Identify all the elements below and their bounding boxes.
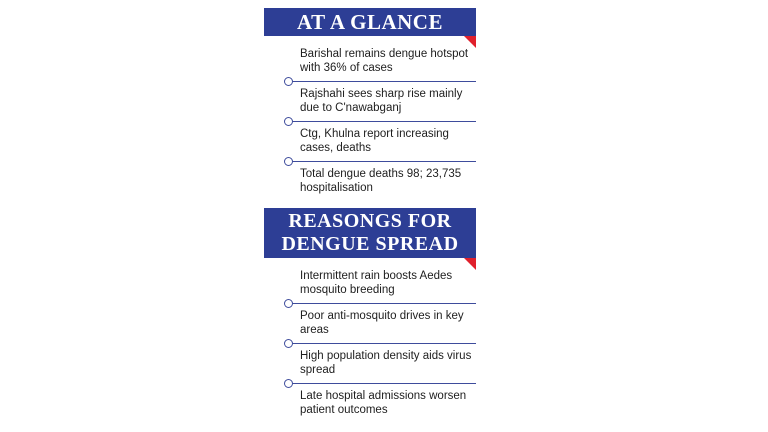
list-item-text: Rajshahi sees sharp rise mainly due to C'nawabganj	[300, 88, 463, 114]
at-a-glance-title: AT A GLANCE	[297, 10, 443, 34]
list-item	[288, 82, 476, 122]
list-item-text: Ctg, Khulna report increasing cases, deaths	[300, 128, 449, 154]
list-item	[288, 122, 476, 162]
reasons-title-line2: DENGUE SPREAD	[281, 233, 459, 255]
reasons-panel	[264, 208, 476, 423]
at-a-glance-banner	[264, 8, 476, 36]
list-item-text: Late hospital admissions worsen patient outcomes	[300, 390, 467, 416]
list-item	[288, 162, 476, 201]
list-item-text: Poor anti-mosquito drives in key areas	[300, 310, 464, 336]
list-item	[288, 344, 476, 384]
list-item-text: High population density aids virus spread	[300, 350, 472, 376]
reasons-list	[288, 264, 476, 423]
list-item	[288, 42, 476, 82]
list-item	[288, 384, 476, 423]
list-item-text: Total dengue deaths 98; 23,735 hospitalisation	[300, 168, 462, 194]
list-item-text: Intermittent rain boosts Aedes mosquito breeding	[300, 270, 453, 296]
reasons-title-line1: REASONGS FOR	[288, 210, 452, 232]
list-item-text: Barishal remains dengue hotspot with 36% of cases	[300, 48, 469, 74]
list-item	[288, 264, 476, 304]
reasons-banner	[264, 208, 476, 258]
list-item	[288, 304, 476, 344]
at-a-glance-panel	[264, 8, 476, 201]
at-a-glance-list	[288, 42, 476, 201]
